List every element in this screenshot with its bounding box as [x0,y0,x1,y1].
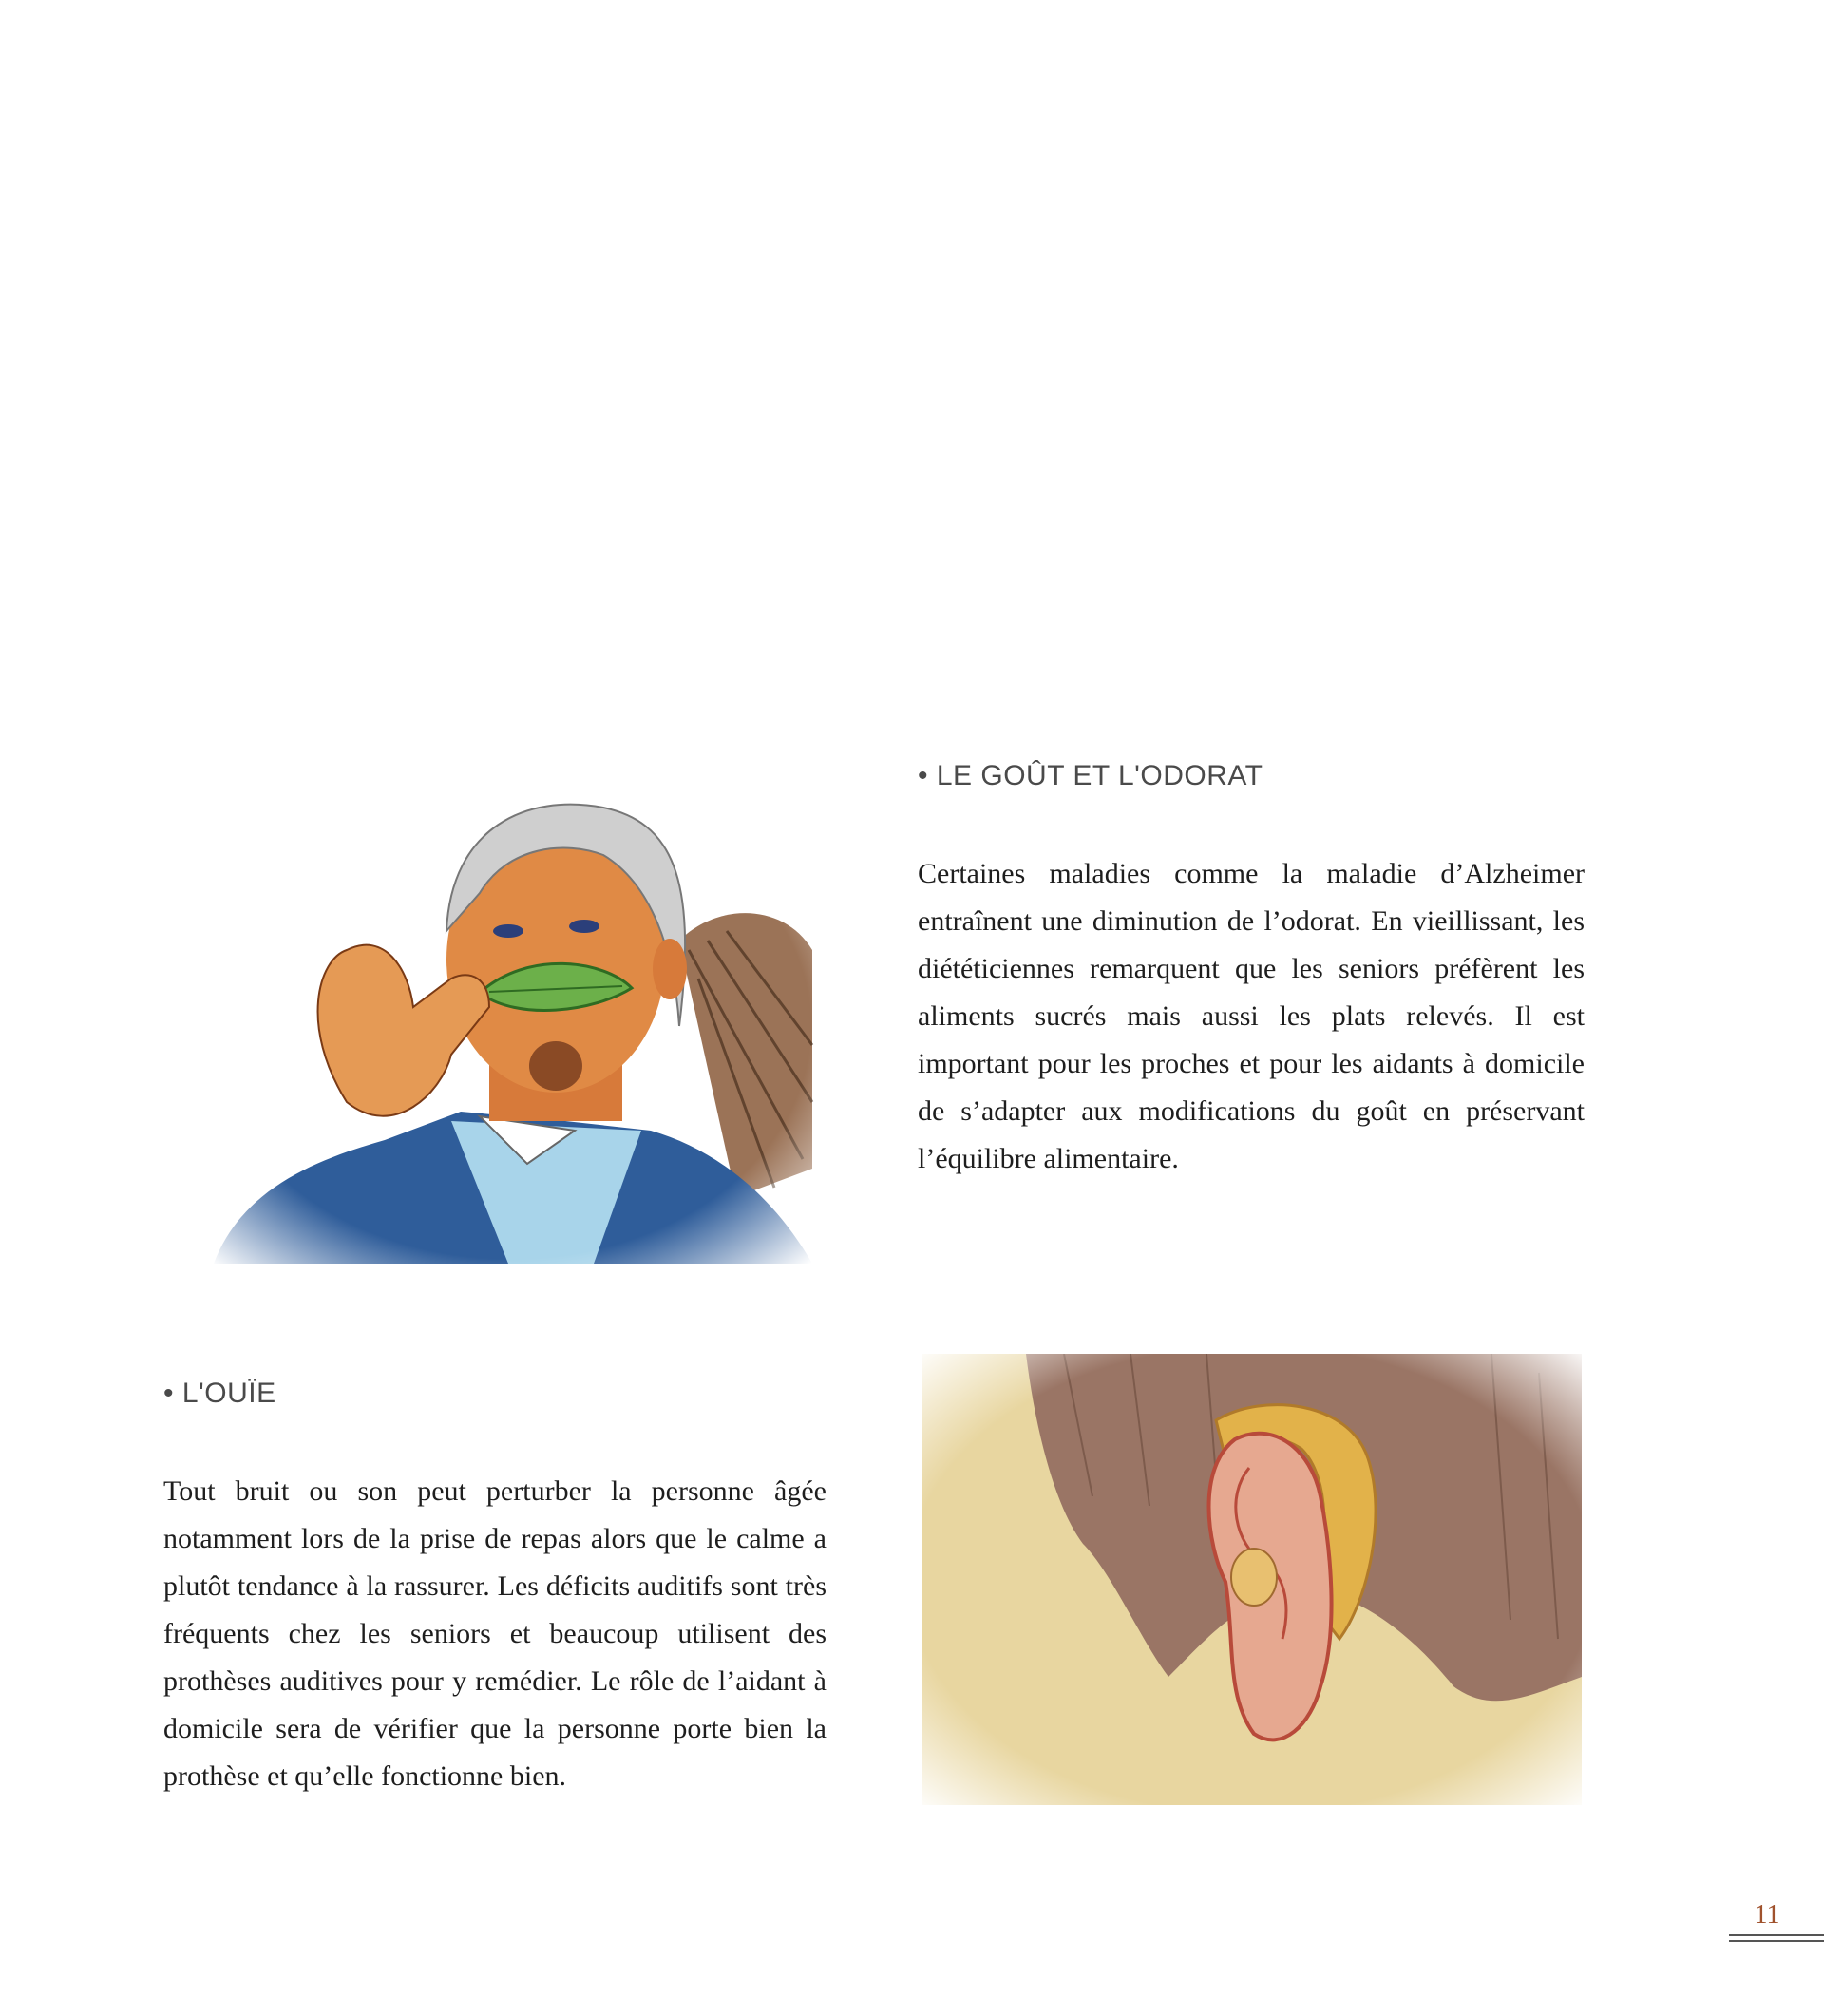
taste-smell-paragraph: Certaines maladies comme la maladie d’Alzheimer entraînent une diminution de l’odorat. En vieillissant, les diététiciennes remarquent que les seniors préfèrent les aliments sucrés mais aussi les plats relevés. Il est important pour les proches et pour les aidants à domicile de s’adapter aux modifications du goût en préservant l’équilibre alimentaire. [918,858,1585,1174]
hearing-paragraph: Tout bruit ou son peut perturber la personne âgée notamment lors de la prise de repas alors que le calme a plutôt tendance à la rassurer. Les déficits auditifs sont très fréquents chez les seniors et beaucoup utilisent des prothèses auditives pour y remédier. Le rôle de l’aidant à domicile sera de vérifier que la personne porte bien la prothèse et qu’elle fonctionne bien. [163,1475,826,1792]
elderly-man-smelling-leaf-illustration [204,789,817,1264]
page-number: 11 [1754,1900,1780,1930]
ear-with-hearing-aid-illustration [922,1354,1582,1805]
section-heading-taste-smell: • LE GOÛT ET L'ODORAT [918,760,1264,791]
footer-rule-bottom [1729,1940,1824,1942]
section-heading-hearing: • L'OUÏE [163,1378,276,1409]
footer-rule-top [1729,1934,1824,1936]
